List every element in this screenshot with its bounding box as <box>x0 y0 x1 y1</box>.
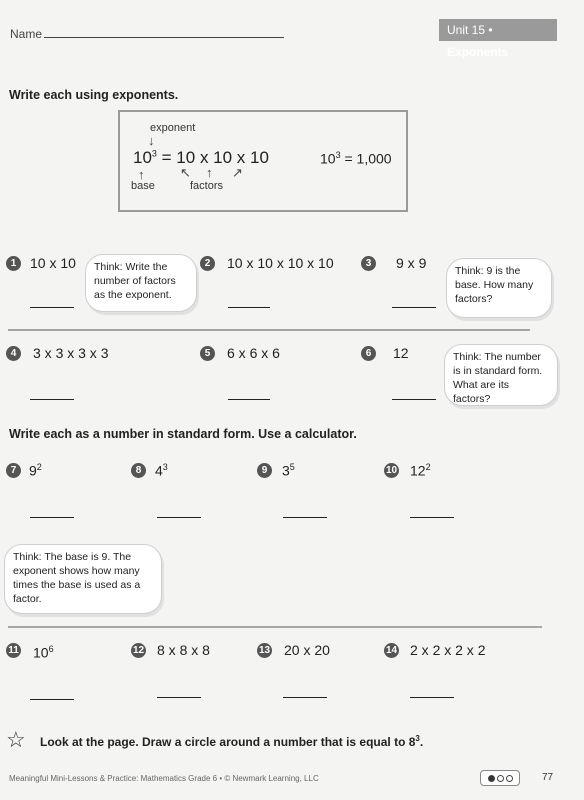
question-text: 8 x 8 x 8 <box>157 642 210 658</box>
answer-blank[interactable] <box>30 399 74 400</box>
example-expression: $10^3 = 10$ x 10 x 10 <box>133 148 269 167</box>
question-number: 13 <box>258 645 271 656</box>
question-text: 2 x 2 x 2 x 2 <box>410 642 486 658</box>
footer-credit: Meaningful Mini-Lessons & Practice: Mathematics Grade 6 • © Newmark Learning, LLC <box>9 774 319 783</box>
answer-blank[interactable] <box>228 399 270 400</box>
question-number: 1 <box>6 256 21 271</box>
question-number: 12 <box>132 645 145 656</box>
answer-blank[interactable] <box>228 307 270 308</box>
arrow-upleft-icon: ↖ <box>180 165 191 180</box>
answer-blank[interactable] <box>157 517 201 518</box>
question-number: 8 <box>131 463 146 478</box>
question-number: 10 <box>385 465 398 476</box>
answer-blank[interactable] <box>392 399 436 400</box>
question-text: 6 x 6 x 6 <box>227 345 280 361</box>
arrow-down-icon: ↓ <box>148 133 155 148</box>
divider <box>8 329 530 331</box>
answer-blank[interactable] <box>283 517 327 518</box>
name-label: Name <box>10 27 43 41</box>
hint-cloud: Think: The number is in standard form. What are its factors? <box>444 344 558 406</box>
answer-blank[interactable] <box>157 697 201 698</box>
instruction-part1: Write each using exponents. <box>9 88 179 102</box>
question-text: $12^2$ <box>410 462 431 479</box>
answer-blank[interactable] <box>410 517 454 518</box>
base-label: base <box>131 180 155 192</box>
hint-cloud: Think: The base is 9. The exponent shows how many times the base is used as a factor. <box>4 544 162 614</box>
question-text: $10^6$ <box>33 644 54 661</box>
question-number: 14 <box>385 645 398 656</box>
divider <box>8 626 542 628</box>
hint-cloud: Think: 9 is the base. How many factors? <box>446 258 552 318</box>
level-dot-empty <box>506 775 513 782</box>
level-dot-filled <box>488 775 495 782</box>
arrow-up-icon: ↑ <box>206 165 213 180</box>
factors-label: factors <box>190 180 224 192</box>
question-text: 3 x 3 x 3 x 3 <box>33 345 109 361</box>
arrow-upright-icon: ↗ <box>232 165 243 180</box>
question-number: 5 <box>200 346 215 361</box>
question-text: 9 x 9 <box>396 255 427 271</box>
exponent-label: exponent <box>150 122 196 134</box>
level-indicator <box>480 770 520 786</box>
question-text: $9^2$ <box>29 462 42 479</box>
question-number: 11 <box>6 643 21 658</box>
level-dot-empty <box>497 775 504 782</box>
question-text: 20 x 20 <box>284 642 330 658</box>
question-number: 3 <box>361 256 376 271</box>
name-line[interactable] <box>44 37 284 38</box>
star-icon: ☆ <box>6 727 26 752</box>
question-number: 2 <box>200 256 215 271</box>
arrow-up-icon: ↑ <box>138 167 145 182</box>
question-number: 6 <box>361 346 376 361</box>
answer-blank[interactable] <box>392 307 436 308</box>
answer-blank[interactable] <box>30 307 74 308</box>
hint-cloud: Think: Write the number of factors as the exponent. <box>85 254 197 312</box>
question-text: $3^5$ <box>282 462 295 479</box>
answer-blank[interactable] <box>283 697 327 698</box>
unit-tab: Unit 15 • Exponents <box>439 19 557 41</box>
question-text: 10 x 10 x 10 x 10 <box>227 255 334 271</box>
question-text: 10 x 10 <box>30 255 76 271</box>
unit-topic: Exponents <box>447 45 509 59</box>
challenge-text: Look at the page. Draw a circle around a number that is equal to $8^3$. <box>40 734 424 749</box>
question-text: $4^3$ <box>155 462 168 479</box>
answer-blank[interactable] <box>30 699 74 700</box>
question-number: 4 <box>6 346 21 361</box>
answer-blank[interactable] <box>30 517 74 518</box>
example-result: $10^3 = 1,000$ <box>320 150 392 167</box>
question-number: 7 <box>6 463 21 478</box>
unit-label: Unit 15 <box>447 23 486 37</box>
question-text: 12 <box>393 345 409 361</box>
instruction-part2: Write each as a number in standard form. Use a calculator. <box>9 427 357 441</box>
page-number: 77 <box>542 772 554 783</box>
question-number: 9 <box>257 463 272 478</box>
answer-blank[interactable] <box>410 697 454 698</box>
